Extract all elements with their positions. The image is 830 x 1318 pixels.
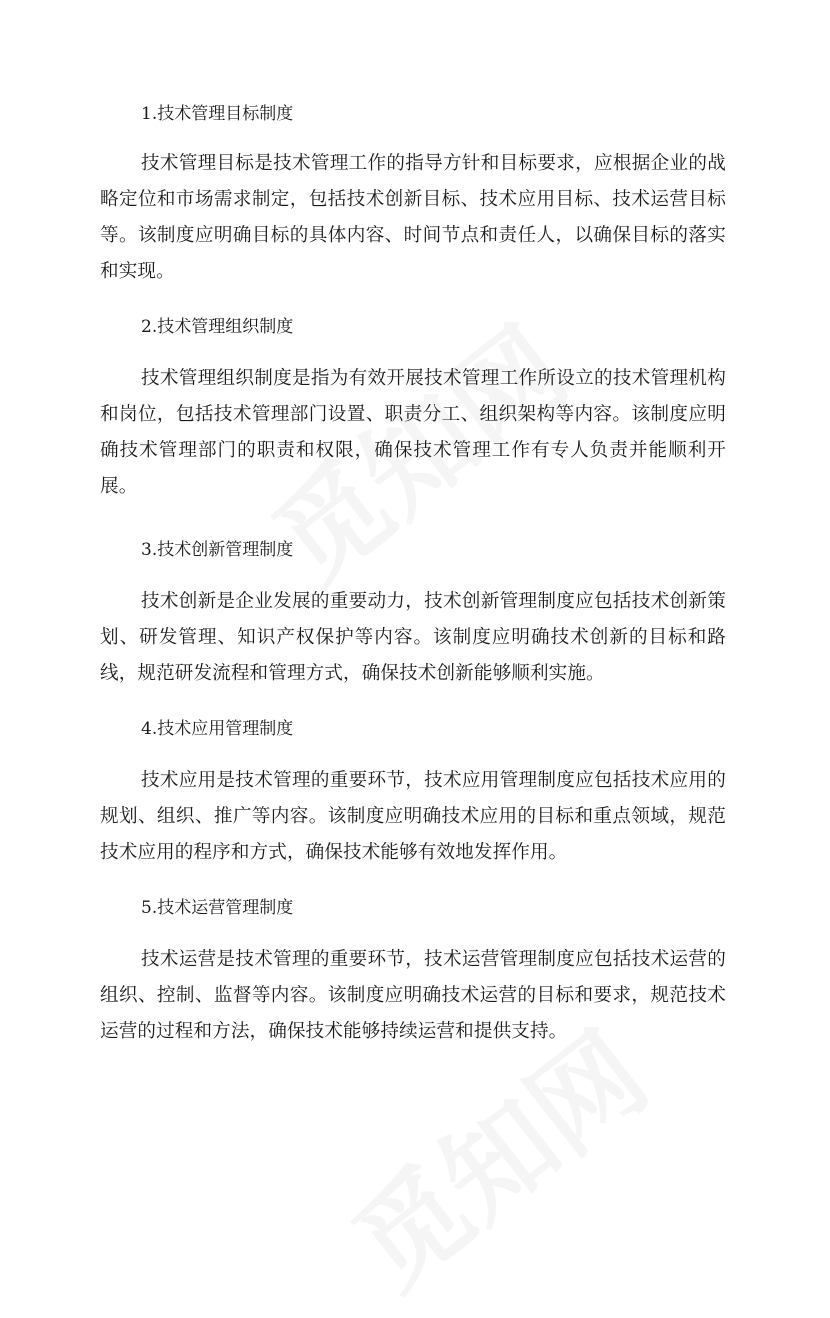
section-heading-1: 1.技术管理目标制度 xyxy=(141,104,294,124)
section-heading-4: 4.技术应用管理制度 xyxy=(141,719,294,739)
section-heading-3: 3.技术创新管理制度 xyxy=(141,540,294,560)
section-paragraph-2: 技术管理组织制度是指为有效开展技术管理工作所设立的技术管理机构和岗位，包括技术管理部门设置、职责分工、组织架构等内容。该制度应明确技术管理部门的职责和权限，确保技术管理工作有专人负责并能顺利开展。 xyxy=(100,368,726,497)
section-heading-5: 5.技术运营管理制度 xyxy=(141,898,294,918)
section-paragraph-1: 技术管理目标是技术管理工作的指导方针和目标要求，应根据企业的战略定位和市场需求制定，包括技术创新目标、技术应用目标、技术运营目标等。该制度应明确目标的具体内容、时间节点和责任人，以确保目标的落实和实现。 xyxy=(100,153,726,282)
section-paragraph-4: 技术应用是技术管理的重要环节，技术应用管理制度应包括技术应用的规划、组织、推广等内容。该制度应明确技术应用的目标和重点领域，规范技术应用的程序和方式，确保技术能够有效地发挥作用。 xyxy=(100,770,726,863)
section-paragraph-3: 技术创新是企业发展的重要动力，技术创新管理制度应包括技术创新策划、研发管理、知识产权保护等内容。该制度应明确技术创新的目标和路线，规范研发流程和管理方式，确保技术创新能够顺利实施。 xyxy=(100,591,726,684)
section-heading-2: 2.技术管理组织制度 xyxy=(141,317,294,337)
section-paragraph-5: 技术运营是技术管理的重要环节，技术运营管理制度应包括技术运营的组织、控制、监督等内容。该制度应明确技术运营的目标和要求，规范技术运营的过程和方法，确保技术能够持续运营和提供支持。 xyxy=(100,949,726,1042)
